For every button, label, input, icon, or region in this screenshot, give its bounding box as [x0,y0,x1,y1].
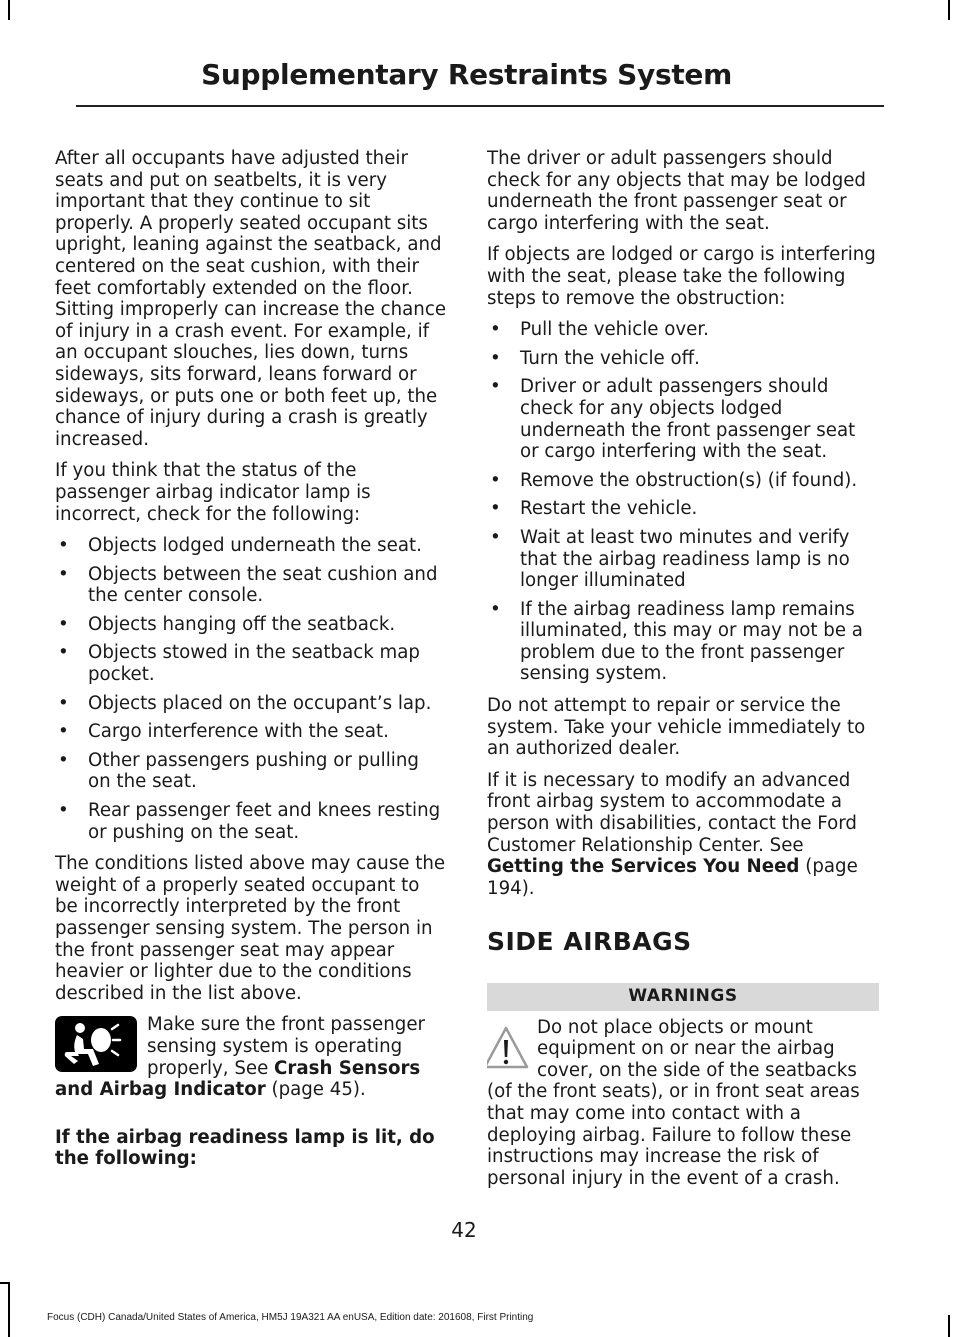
left-paragraph-3: The conditions listed above may cause the weight of a properly seated occupant to be incorrectly interpreted by the front passenger sensing system. The person in the front passenger seat may appear heavier or lighter due to the conditions described in the list above. [55,853,446,1004]
page-title: Supplementary Restraints System [201,58,732,91]
list-item: • Remove the obstruction(s) (if found). [487,470,879,492]
readiness-subheading: If the airbag readiness lamp is lit, do the following: [55,1126,435,1170]
list-item: • Objects hanging off the seatback. [55,614,447,636]
header-rule [76,105,884,107]
left-column [55,148,447,1170]
left-paragraph-1: After all occupants have adjusted their seats and put on seatbelts, it is very important that they continue to sit properly. A properly seated occupant sits upright, leaning against the seatback, and centered on the seat cushion, with their feet comfortably extended on the floor. Sitting improperly can increase the chance of injury in a crash event. For example, if an occupant slouches, lies down, turns sideways, sits forward, leans forward or sideways, or puts one or both feet up, the chance of injury during a crash is greatly increased. [55,148,447,450]
list-item: • Pull the vehicle over. [487,319,879,341]
list-item: • Other passengers pushing or pulling on the seat. [55,750,447,793]
list-item: • Driver or adult passengers should check for any objects lodged underneath the front passenger seat or cargo interfering with the seat. [487,376,879,462]
list-item: • Objects stowed in the seatback map pocket. [55,642,447,685]
crop-mark-bottom-left [8,1282,10,1337]
left-paragraph-4 [55,1014,447,1100]
right-column [487,148,879,1189]
list-item: • Turn the vehicle off. [487,348,879,370]
services-link[interactable]: Getting the Services You Need [487,856,800,878]
crash-sensors-link[interactable]: Crash Sensors and Airbag Indicator [55,1057,421,1101]
page-number: 42 [451,1218,477,1242]
page-reference: (page 45). [265,1079,366,1101]
right-paragraph-1: The driver or adult passengers should check for any objects that may be lodged underneath the front passenger seat or cargo interfering with the seat. [487,148,866,234]
check-list [55,535,447,843]
warning-triangle-icon [487,1023,531,1073]
crop-mark-top-right [948,0,950,20]
list-item: • Wait at least two minutes and verify that the airbag readiness lamp is no longer illuminated [487,527,879,592]
warning-block [487,1017,879,1190]
list-item: • Objects between the seat cushion and the center console. [55,564,447,607]
crop-mark-bottom-right [948,1315,950,1337]
footer: Focus (CDH) Canada/United States of America, HM5J 19A321 AA enUSA, Edition date: 201608, First Printing [47,1312,534,1323]
page-reference: (page 194). [487,856,858,899]
list-item: • Objects placed on the occupant’s lap. [55,693,447,715]
list-item: • Rear passenger feet and knees resting or pushing on the seat. [55,800,447,843]
list-item: • Objects lodged underneath the seat. [55,535,447,557]
right-paragraph-2: If objects are lodged or cargo is interfering with the seat, please take the following steps to remove the obstruction: [487,244,876,309]
modify-text: If it is necessary to modify an advanced front airbag system to accommodate a person with disabilities, contact the Ford Customer Relationship Center. See [487,769,857,856]
warnings-bar: WARNINGS [487,983,879,1011]
list-item: • If the airbag readiness lamp remains illuminated, this may or may not be a problem due to the front passenger sensing system. [487,599,879,685]
list-item: • Cargo interference with the seat. [55,721,447,743]
crop-mark-top-left [8,0,10,20]
sensing-text: Make sure the front passenger sensing system is operating properly, See [147,1014,425,1079]
right-paragraph-4 [487,770,879,900]
warning-text: Do not place objects or mount equipment on or near the airbag cover, on the side of the seatbacks (of the front seats), or in front seat areas that may come into contact with a deploying airbag. Failure to follow these instructions may increase the risk of personal injury in the event of a crash. [487,1016,860,1189]
list-item: • Restart the vehicle. [487,498,879,520]
left-paragraph-2: If you think that the status of the passenger airbag indicator lamp is incorrect, check for the following: [55,460,371,525]
right-paragraph-3: Do not attempt to repair or service the system. Take your vehicle immediately to an authorized dealer. [487,695,866,760]
section-heading: SIDE AIRBAGS [487,927,692,957]
steps-list [487,319,879,685]
crop-mark-bottom-left-h [0,1282,10,1284]
airbag-indicator-icon [55,1016,137,1072]
